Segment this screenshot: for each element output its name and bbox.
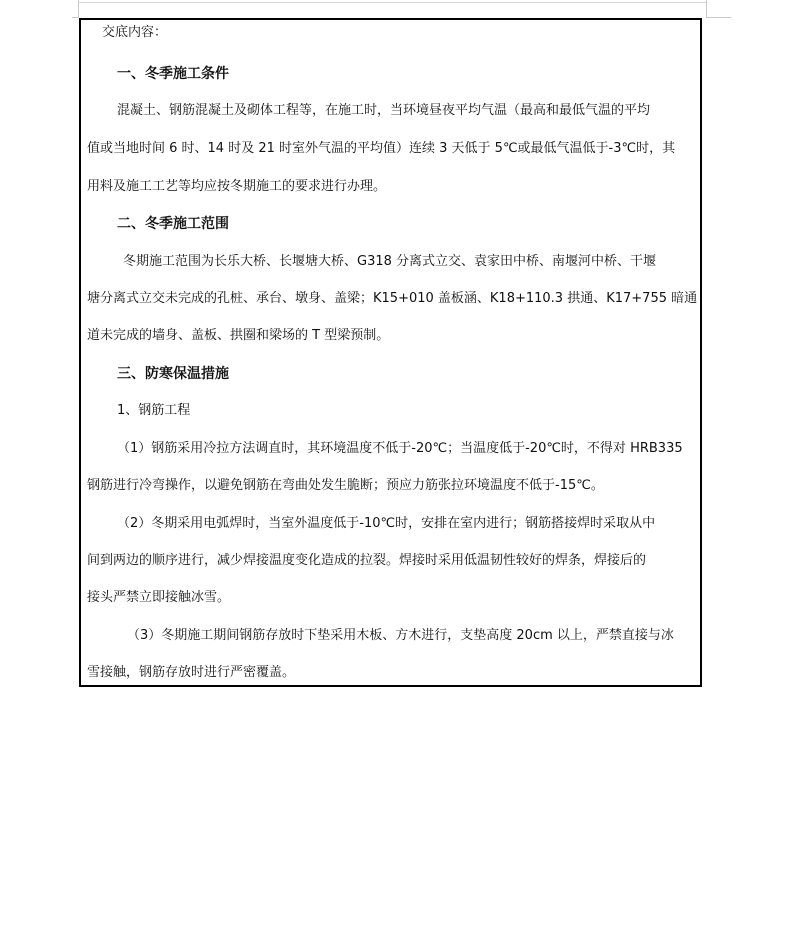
intro-label: 交底内容： xyxy=(102,25,168,40)
heading-winter-construction-conditions: 一、冬季施工条件 xyxy=(117,66,229,82)
paragraph-line: 冬期施工范围为长乐大桥、长堰塘大桥、G318 分离式立交、袁家田中桥、南堰河中桥、干堰 xyxy=(123,254,657,269)
paragraph-line: 值或当地时间 6 时、14 时及 21 时室外气温的平均值）连续 3 天低于 5℃或最低气温低于-3℃时，其 xyxy=(87,141,676,156)
paragraph-line: 钢筋进行冷弯操作，以避免钢筋在弯曲处发生脆断；预应力筋张拉环境温度不低于-15℃。 xyxy=(87,478,604,493)
paragraph-line: 混凝土、钢筋混凝土及砌体工程等，在施工时，当环境昼夜平均气温（最高和最低气温的平均 xyxy=(117,103,651,118)
disclosure-content-box xyxy=(79,18,702,687)
heading-cold-protection-measures: 三、防寒保温措施 xyxy=(117,366,229,382)
subheading-rebar-works: 1、钢筋工程 xyxy=(117,403,191,418)
heading-winter-construction-scope: 二、冬季施工范围 xyxy=(117,216,229,232)
paragraph-line: 间到两边的顺序进行，减少焊接温度变化造成的拉裂。焊接时采用低温韧性较好的焊条，焊接后的 xyxy=(87,553,647,568)
paragraph-line: 接头严禁立即接触冰雪。 xyxy=(87,590,231,605)
page-top-rule xyxy=(78,2,706,3)
paragraph-line: 用料及施工工艺等均应按冬期施工的要求进行办理。 xyxy=(87,179,387,194)
paragraph-line: 雪接触，钢筋存放时进行严密覆盖。 xyxy=(87,665,296,680)
paragraph-line: 道未完成的墙身、盖板、拱圈和梁场的 T 型梁预制。 xyxy=(87,328,390,343)
page-corner-top-right xyxy=(706,0,731,18)
paragraph-line: （2）冬期采用电弧焊时，当室外温度低于-10℃时，安排在室内进行；钢筋搭接焊时采取从中 xyxy=(117,516,656,531)
paragraph-line: （3）冬期施工期间钢筋存放时下垫采用木板、方木进行，支垫高度 20cm 以上，严禁直接与冰 xyxy=(127,628,674,643)
paragraph-line: 塘分离式立交未完成的孔桩、承台、墩身、盖梁；K15+010 盖板涵、K18+110.3 拱通、K17+755 暗通 xyxy=(87,291,698,306)
paragraph-line: （1）钢筋采用冷拉方法调直时，其环境温度不低于-20℃；当温度低于-20℃时，不得对 HRB335 xyxy=(117,441,683,456)
